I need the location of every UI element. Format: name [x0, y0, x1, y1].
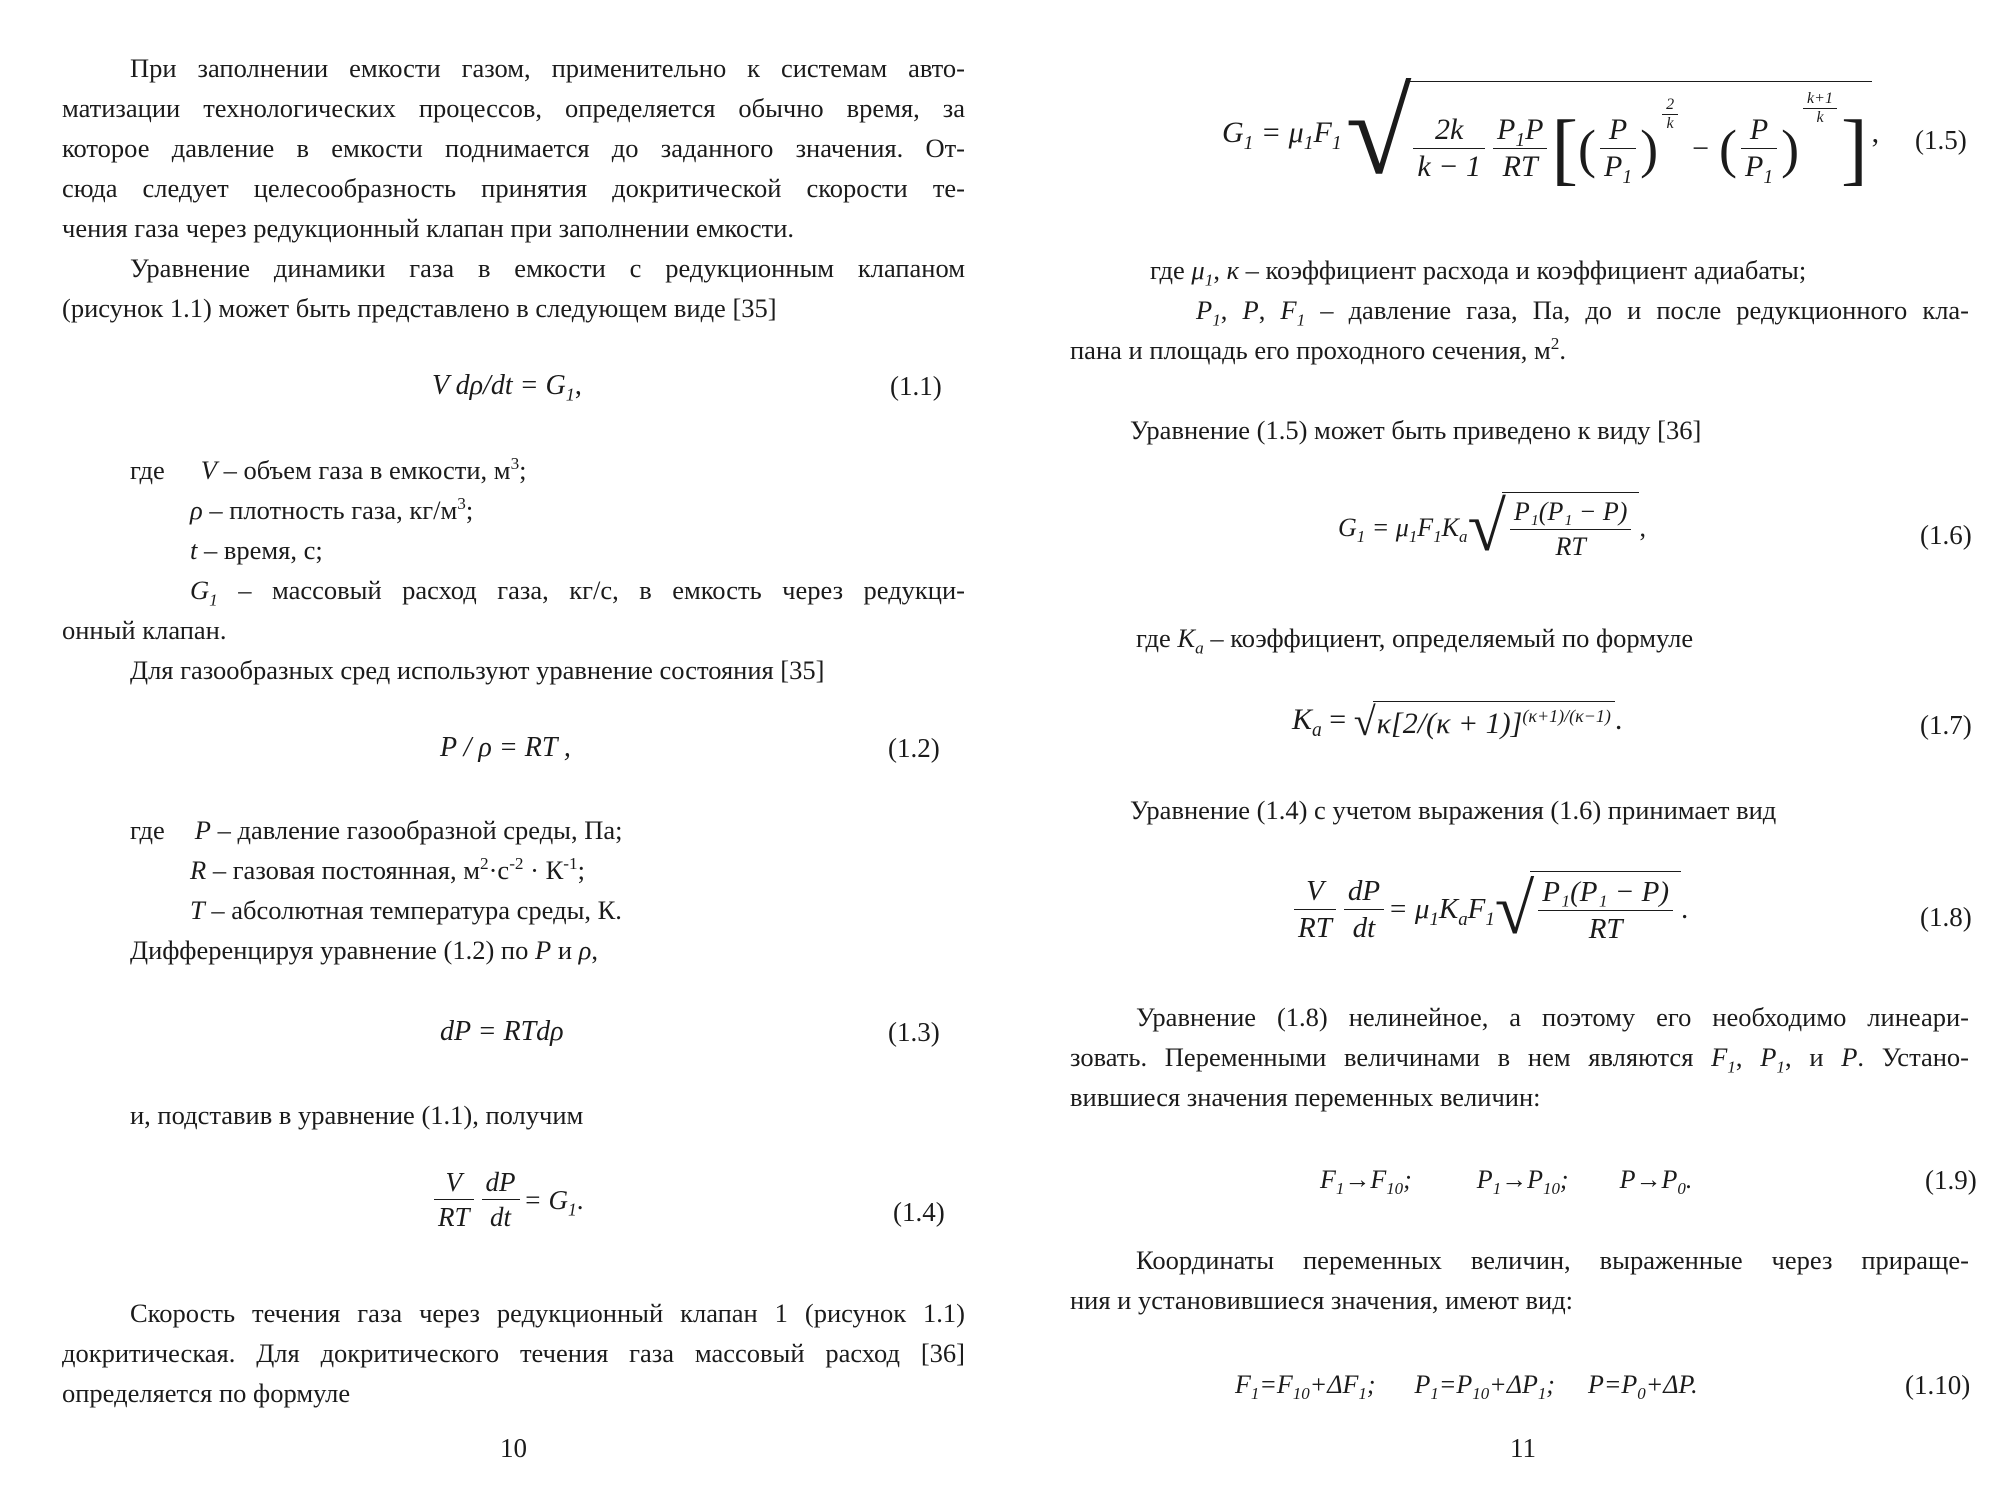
definition-line: R – газовая постоянная, $м^2\cdot с^{-2} \cdot К^{-1}$; [190, 854, 585, 885]
paragraph-line: чения газа через редукционный клапан при заполнении емкости. [62, 213, 795, 243]
equation-1-3: dP = RTdρ [440, 1016, 564, 1047]
equation-1-5: $G_1 = \mu_1F_1√$ $\frac{2k}{k - 1}$ $\frac{P_1P}{RT}$ [( $\frac{P}{P_1}$ ) $\frac{2}{k}$ − ( $\frac{P}{P_1}$ ) $\frac{k+1}{k}$ ] , [1222, 66, 1880, 199]
equation-number: (1.1) [890, 371, 942, 401]
equation-1-8: $\frac{V}{RT}$ $\frac{dP}{dt}$ = $\mu_1K_aF_1√$ $\frac{\text{P₁(P₁ − P)}}{RT}$ . [1290, 870, 1688, 948]
paragraph-line: Уравнение динамики газа в емкости с редукционным клапаном [130, 253, 965, 283]
paragraph-line: Координаты переменных величин, выраженные через прираще- [1136, 1245, 1969, 1275]
equation-1-9: $F_1\to F_{10}$; $P_1\to P_{10}$; $P\to P_0$. [1320, 1165, 1693, 1199]
paragraph-line: зовать. Переменными величинами в нем являются $F_1$, $P_1$, и P. Устано- [1070, 1042, 1969, 1077]
definition-line: где P – давление газообразной среды, Па; [130, 815, 623, 845]
equation-number: (1.10) [1905, 1370, 1971, 1400]
equation-number: (1.5) [1915, 125, 1967, 155]
paragraph-line: Дифференцируя уравнение (1.2) по P и ρ, [130, 935, 598, 965]
paragraph-line: матизации технологических процессов, определяется обычно время, за [62, 93, 965, 123]
definition-line: где V – объем газа в емкости, $м^3$; [130, 454, 527, 485]
paragraph-line: которое давление в емкости поднимается до заданного значения. От- [62, 133, 965, 163]
definition-line: $P_1$, P, $F_1$ – давление газа, Па, до и после редукционного кла- [1196, 295, 1970, 330]
definition-line: пана и площадь его проходного сечения, $м^2$. [1070, 334, 1567, 365]
paragraph-line: где $K_a$ – коэффициент, определяемый по формуле [1136, 623, 1694, 658]
equation-number: (1.3) [888, 1017, 940, 1047]
paragraph-line: Уравнение (1.4) с учетом выражения (1.6) принимает вид [1130, 795, 1777, 825]
paragraph-line: При заполнении емкости газом, применительно к системам авто- [130, 53, 965, 83]
paragraph-line: Скорость течения газа через редукционный клапан 1 (рисунок 1.1) [130, 1298, 965, 1328]
definition-line: t – время, с; [190, 535, 323, 565]
paragraph-line: Уравнение (1.5) может быть приведено к виду [36] [1130, 415, 1702, 445]
paragraph-line: Для газообразных сред используют уравнение состояния [35] [130, 655, 825, 685]
paragraph-line: ния и установившиеся значения, имеют вид: [1070, 1285, 1574, 1315]
definition-line: $G_1$ – массовый расход газа, кг/с, в емкость через редукци- [190, 575, 965, 610]
paragraph-line: и, подставив в уравнение (1.1), получим [130, 1100, 584, 1130]
paragraph-line: сюда следует целесообразность принятия докритической скорости те- [62, 173, 965, 203]
paragraph-line: докритическая. Для докритического течения газа массовый расход [36] [62, 1338, 965, 1368]
equation-number: (1.6) [1920, 520, 1972, 550]
paragraph-line: определяется по формуле [62, 1378, 351, 1408]
page-number: 11 [1510, 1433, 1536, 1463]
equation-number: (1.8) [1920, 902, 1972, 932]
definition-line: ρ – плотность газа, $кг/м^3$; [190, 494, 474, 525]
equation-1-4: $\frac{V}{RT}$ $\frac{dP}{dt}$ = $G_1$. [430, 1165, 584, 1234]
equation-number: (1.4) [893, 1197, 945, 1227]
equation-number: (1.7) [1920, 710, 1972, 740]
equation-1-6: $G_1 = \mu_1F_1K_a√$ $\frac{\text{P₁(P₁ − P)}}{RT}$ , [1338, 489, 1646, 566]
equation-1-2: P / ρ = RT , [440, 732, 571, 763]
definition-line: где $\mu_1$, к – коэффициент расхода и коэффициент адиабаты; [1150, 255, 1807, 290]
equation-1-1: V $d\rho/dt = G_1$, [432, 370, 582, 405]
paragraph-line: вившиеся значения переменных величин: [1070, 1082, 1541, 1112]
equation-number: (1.2) [888, 733, 940, 763]
definition-line: онный клапан. [62, 615, 227, 645]
paragraph-line: (рисунок 1.1) может быть представлено в следующем виде [35] [62, 293, 777, 323]
page-number: 10 [500, 1433, 527, 1463]
equation-1-7: $K_a = √\kappa[2/(\kappa + 1)]^{(\kappa+1)/(\kappa-1)}$ . [1292, 699, 1623, 745]
paragraph-line: Уравнение (1.8) нелинейное, а поэтому его необходимо линеари- [1136, 1002, 1969, 1032]
equation-number: (1.9) [1925, 1165, 1977, 1195]
page-right [1000, 0, 2000, 1495]
definition-line: T – абсолютная температура среды, К. [190, 895, 622, 925]
equation-1-10: $F_1=F_{10}+\Delta F_1$; $P_1=P_{10}+\Delta P_1$; $P=P_0+\Delta P$. [1235, 1370, 1698, 1404]
